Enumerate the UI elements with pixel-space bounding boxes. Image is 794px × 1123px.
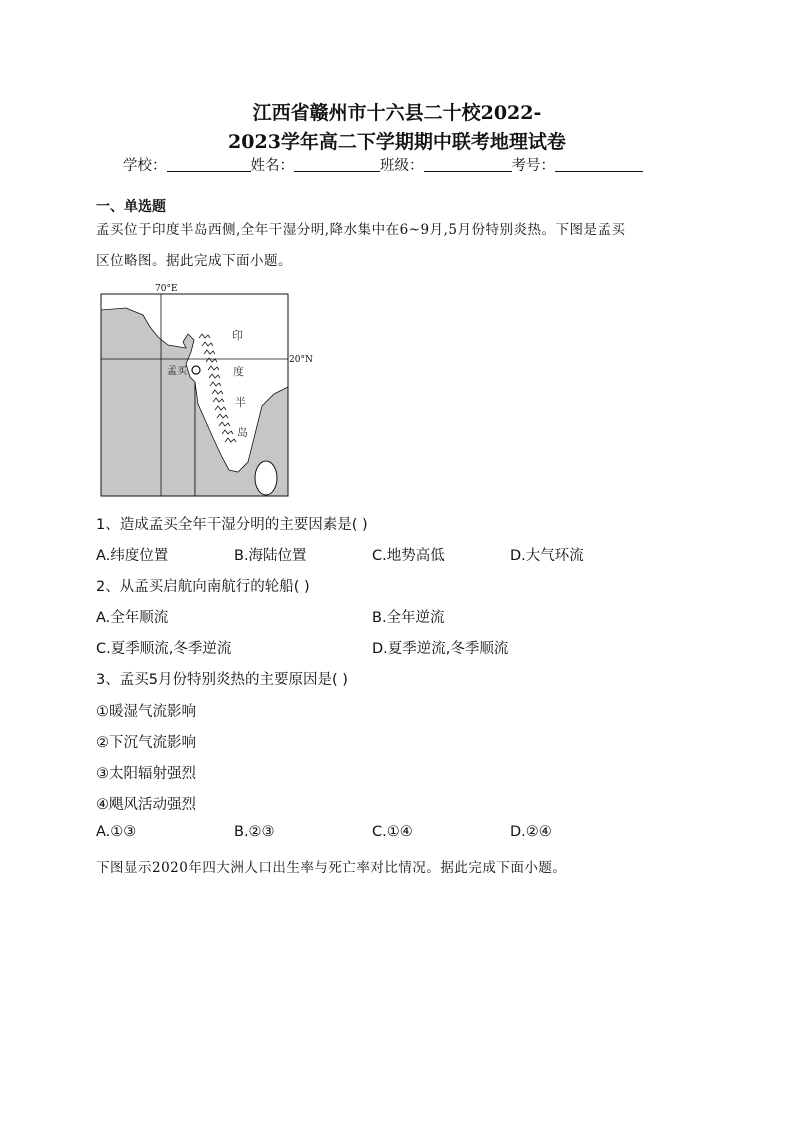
question-1-stem: 1、造成孟买全年干湿分明的主要因素是( ): [96, 517, 368, 533]
region-char-1: 印: [232, 329, 243, 342]
region-char-4: 岛: [237, 426, 248, 439]
student-info-row: [123, 154, 643, 175]
exam-title-line1: 江西省赣州市十六县二十校2022-: [252, 102, 542, 124]
q2-option-b[interactable]: B.全年逆流: [372, 610, 445, 626]
q1-option-a[interactable]: A.纬度位置: [96, 548, 169, 564]
section-heading: 一、单选题: [96, 199, 166, 215]
q3-statement-2: ②下沉气流影响: [96, 735, 196, 751]
class-label: 班级：: [380, 158, 424, 174]
q1-option-c[interactable]: C.地势高低: [372, 548, 445, 564]
q1-option-d[interactable]: D.大气环流: [510, 548, 584, 564]
region-char-2: 度: [233, 365, 244, 378]
exam-no-label: 考号：: [511, 158, 555, 174]
q3-statement-3: ③太阳辐射强烈: [96, 766, 196, 782]
q3-statement-4: ④飓风活动强烈: [96, 797, 196, 813]
region-char-3: 半: [235, 396, 246, 409]
mumbai-location-map: [98, 282, 313, 500]
name-blank: [294, 157, 380, 172]
city-label: 孟买: [167, 366, 187, 377]
q2-option-d[interactable]: D.夏季逆流,冬季顺流: [372, 641, 509, 657]
passage1-line1: 孟买位于印度半岛西侧,全年干湿分明,降水集中在6~9月,5月份特别炎热。下图是孟买: [96, 222, 626, 238]
mumbai-marker: [192, 366, 200, 374]
exam-title-line2: 2023学年高二下学期期中联考地理试卷: [228, 131, 566, 153]
q3-option-a[interactable]: A.①③: [96, 824, 137, 840]
q3-option-b[interactable]: B.②③: [234, 824, 275, 840]
question-2-stem: 2、从孟买启航向南航行的轮船( ): [96, 579, 310, 595]
school-label: 学校：: [123, 158, 167, 174]
q3-option-c[interactable]: C.①④: [372, 824, 413, 840]
q3-option-d[interactable]: D.②④: [510, 824, 552, 840]
passage1-line2: 区位略图。据此完成下面小题。: [96, 253, 292, 269]
passage2: 下图显示2020年四大洲人口出生率与死亡率对比情况。据此完成下面小题。: [96, 860, 567, 876]
school-blank: [167, 157, 251, 172]
question-3-stem: 3、孟买5月份特别炎热的主要原因是( ): [96, 672, 348, 688]
q3-statement-1: ①暖湿气流影响: [96, 704, 196, 720]
lat-label: 20°N: [289, 355, 313, 365]
q2-option-c[interactable]: C.夏季顺流,冬季逆流: [96, 641, 232, 657]
lon-label: 70°E: [155, 284, 178, 294]
q1-option-b[interactable]: B.海陆位置: [234, 548, 307, 564]
name-label: 姓名：: [250, 158, 294, 174]
q2-option-a[interactable]: A.全年顺流: [96, 610, 169, 626]
sri-lanka: [255, 461, 277, 495]
exam-no-blank: [555, 157, 643, 172]
class-blank: [424, 157, 512, 172]
